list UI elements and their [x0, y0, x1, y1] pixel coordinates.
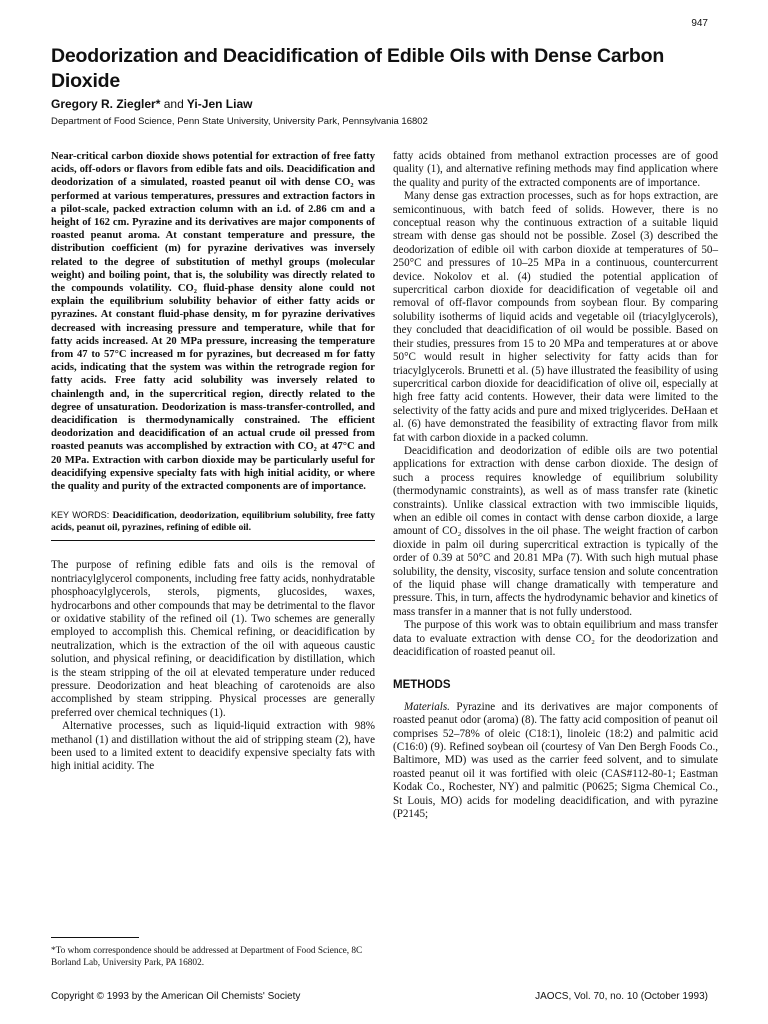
- methods-paragraph: [393, 701, 718, 822]
- methods-text: Pyrazine and its derivatives are major components of roasted peanut odor (aroma) (8). The fatty acid composition of peanut oil comprises 52–78% of oleic (C18:1), linoleic (18:2) and palmitic acid (C16:0) (9). Refined soybean oil (courtesy of Van Den Bergh Foods Co., Baltimore, MD) was used as the carrier feed solvent, and to simulate roasted peanut oil it was fortified with oleic (CAS#112-80-1; Eastman Kodak Co., Rochester, NY) and palmitic (P0625; Sigma Chemical Co., St Louis, MO) acids for modeling deacidification, and with pyrazine (P2145;: [393, 700, 718, 821]
- body-paragraph: The purpose of refining edible fats and oils is the removal of nontriacylglycerol components, including free fatty acids, nonhydratable phosphoacylglycerols, sterols, pigments, glucosides, waxes, hydrocarbons and other compounds that may be detrimental to the flavor or oxidative stability of the refined oil (1). Two schemes are generally employed to accomplish this. Chemical refining, or deacidification by neutralization, which is the extraction of the oil with aqueous caustic solution, and physical refining, or deacidification by distillation, which is the steam stripping of the oil at elevated temperature under reduced pressure. Deodorization and heat bleaching of carotenoids are also accomplished by steam stripping. Physical processes are generally preferred over chemical techniques (1).: [51, 559, 375, 719]
- abstract: Near-critical carbon dioxide shows potential for extraction of free fatty acids, off-odors or flavors from edible fats and oils. Deacidification and deodorization of a simulated, roasted peanut oil with dense CO₂ was performed at various temperatures, pressures and extraction factors in a pilot-scale, packed extraction column with an i.d. of 2.86 cm and a height of 162 cm. Pyrazine and its derivatives are major components of roasted peanut aroma. At constant temperature and pressure, the distribution coefficient (m) for pyrazine derivatives was inversely related to the degree of substitution of methyl groups (molecular weight) and boiling point, that is, the solubility was directly related to the compounds volatility. CO₂ fluid-phase density alone could not explain the equilibrium solubility behavior of either fatty acids or pyrazines. At constant fluid-phase density, m for pyrazine derivatives decreased with increasing pressure and temperature, while that for fatty acids increased. At 20 MPa pressure, increasing the temperature from 47 to 57°C increased m for pyrazines, but decreased m for fatty acids, indicating that the system was within the retrograde region for fatty acids. Free fatty acid solubility was inversely related to chainlength and, in the supercritical region, directly related to the degree of unsaturation. Deodorization is mass-transfer-controlled, and deacidification is thermodynamically constrained. The efficient deodorization and deacidification of an actual crude oil pressed from roasted peanuts was accomplished by extraction with CO₂ at 47°C and 20 MPa. Extraction with carbon dioxide may be particularly useful for deacidifying expensive specialty fats with high initial acidity, or where the quality and purity of the extracted components are of importance.: [51, 151, 375, 493]
- body-paragraph: Many dense gas extraction processes, such as for hops extraction, are semicontinuous, with batch feed of solids. However, there is no conceptual reason why the continuous extraction of a suitable liquid stream with dense gas should not be possible. Zosel (3) described the deodorization of edible oil with carbon dioxide at temperatures of 50–250°C and pressures of 10–25 MPa in a continuous, countercurrent device. Nokolov et al. (4) studied the potential application of supercritical carbon dioxide for deacidification of vegetable oil and removal of off-flavor compounds from soybean flour. By comparing solubility isotherms of liquid acids and vegetable oil (triacylglycerols), they concluded that deacidification of oil would be possible. Based on their studies, pressures from 15 to 20 MPa and temperatures at or above 50°C would result in higher selectivity for fatty acids than for triacylglycerols. Brunetti et al. (5) have illustrated the feasibility of using supercritical carbon dioxide for deacidification of olive oil, especially at high free fatty acid contents. However, their data were limited to the selectivity of the fatty acids and pure and mixed triglycerides. DeHaan et al. (6) have demonstrated the feasibility of extracting flavor from milk fat with carbon dioxide in a packed column.: [393, 190, 718, 444]
- footnote-divider: [51, 937, 139, 938]
- affiliation: Department of Food Science, Penn State University, University Park, Pennsylvania 16802: [51, 116, 428, 127]
- section-heading-methods: METHODS: [393, 679, 451, 692]
- footnote: *To whom correspondence should be addressed at Department of Food Science, 8C Borland Lab, University Park, PA 16802.: [51, 946, 363, 968]
- body-paragraph: fatty acids obtained from methanol extraction processes are of good quality (1), and alternative refining methods may find application where the quality and purity of the extracted components are of importance.: [393, 150, 718, 189]
- right-column: [393, 150, 718, 822]
- author-second: Yi-Jen Liaw: [186, 97, 253, 111]
- body-paragraph: The purpose of this work was to obtain equilibrium and mass transfer data to evaluate extraction with dense CO₂ for the deodorization and deacidification of roasted peanut oil.: [393, 619, 718, 659]
- methods-runin: Materials.: [404, 700, 450, 713]
- body-paragraph: Alternative processes, such as liquid-liquid extraction with 98% methanol (1) and distillation without the aid of stripping steam (2), have been used to a limited extent to deacidify expensive specialty fats with high initial acidity. The: [51, 720, 375, 773]
- body-paragraph: Deacidification and deodorization of edible oils are two potential applications for extraction with dense carbon dioxide. The design of such a process requires knowledge of equilibrium solubility (thermodynamic constraints), as well as of mass transfer rate (kinetic constraints). Unlike classical extraction with two immiscible liquids, when an edible oil comes in contact with dense carbon dioxide, a large amount of CO₂ dissolves in the oil phase. The weight fraction of carbon dioxide in palm oil during supercritical extraction is typically of the order of 0.39 at 50°C and 20.81 MPa (7). With such high mutual phase solubility, the density, viscosity, surface tension and solute concentration of the liquid phase will change dramatically with temperature and pressure. This, in turn, affects the hydrodynamic behavior and kinetics of mass transfer in a manner that is not fully understood.: [393, 444, 718, 618]
- page-number: 947: [691, 18, 708, 29]
- article-title: Deodorization and Deacidification of Edible Oils with Dense Carbon Dioxide: [51, 45, 665, 92]
- authors: [51, 97, 252, 111]
- keywords-values: Deacidification, deodorization, equilibrium solubility, free fatty acids, peanut oil, pyrazines, refining of edible oil.: [51, 510, 375, 534]
- author-first: Gregory R. Ziegler*: [51, 97, 161, 111]
- keywords-label: KEY WORDS:: [51, 510, 110, 521]
- footer-copyright: Copyright © 1993 by the American Oil Chemists' Society: [51, 991, 301, 1002]
- abstract-divider: [51, 540, 375, 541]
- footer-journal: JAOCS, Vol. 70, no. 10 (October 1993): [535, 991, 708, 1002]
- keywords: [51, 509, 375, 534]
- author-and: and: [163, 97, 184, 111]
- left-column: [51, 150, 375, 774]
